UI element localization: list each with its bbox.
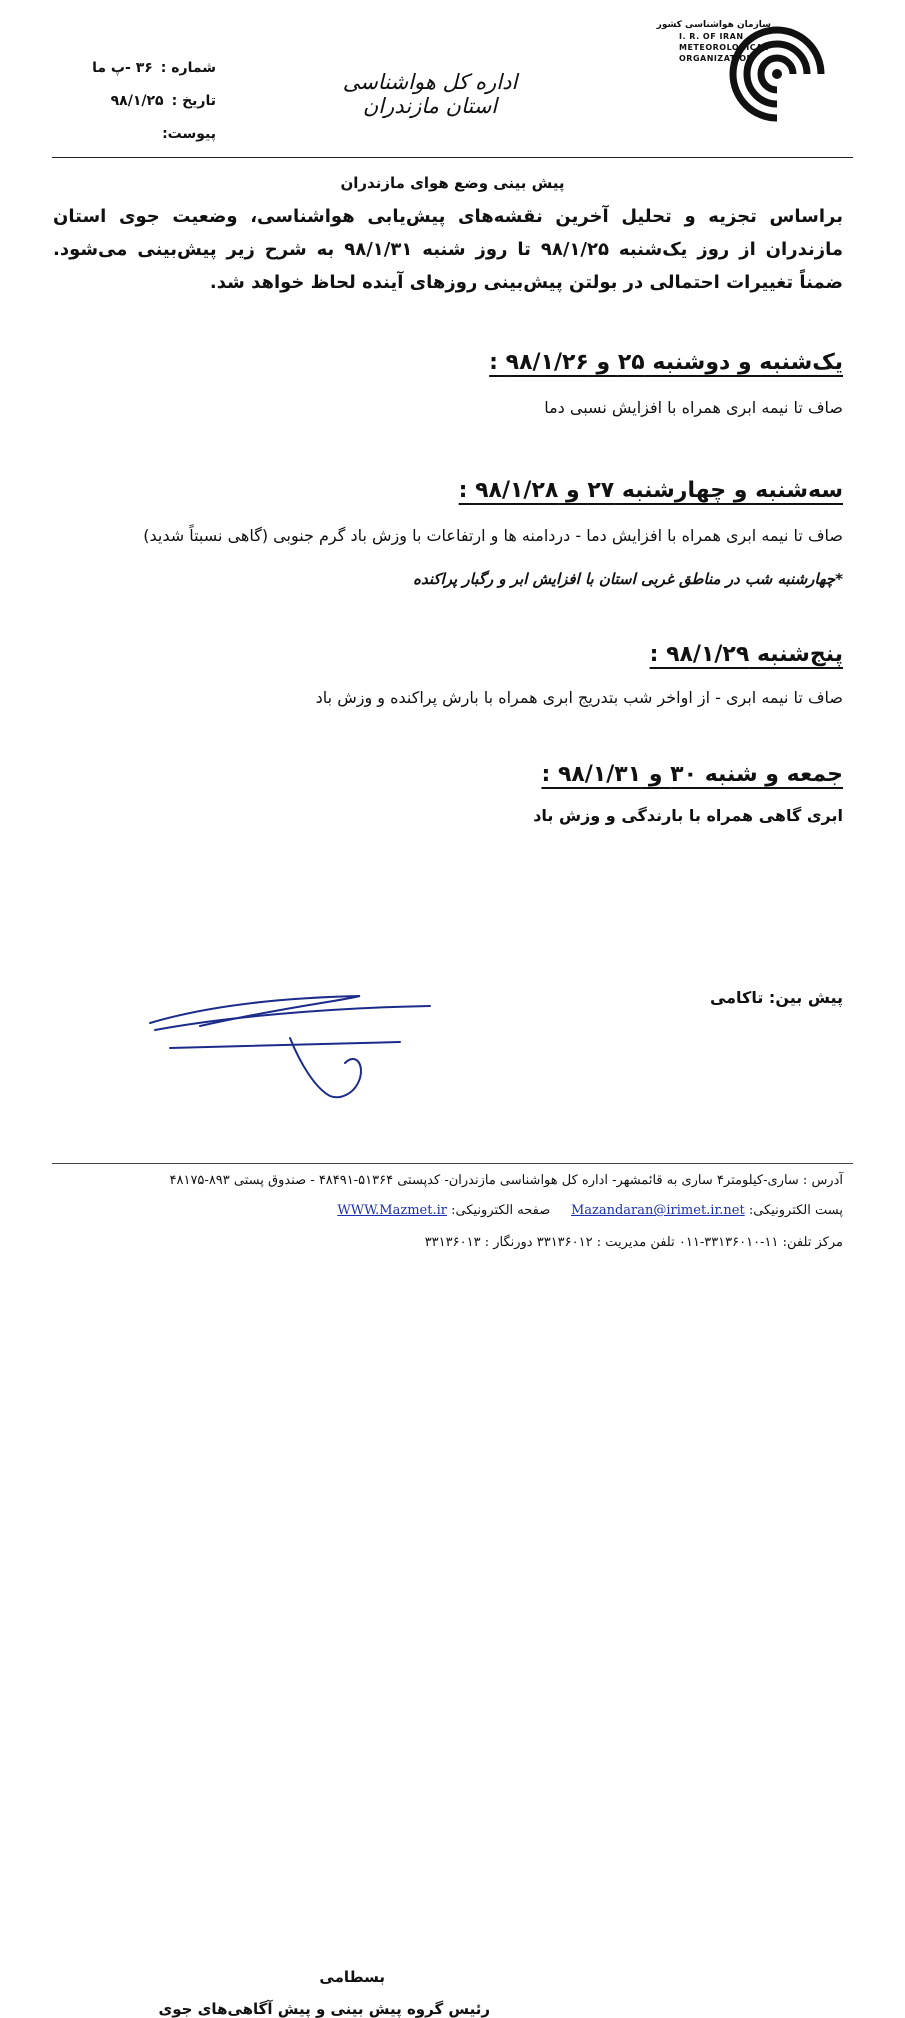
logo-latin-line-1: I. R. OF IRAN: [679, 32, 744, 41]
logo-latin-line-3: ORGANIZATION: [679, 54, 754, 63]
website-link[interactable]: WWW.Mazmet.ir: [337, 1203, 447, 1218]
forecaster-name: پیش بین: تاکامی: [709, 988, 843, 1007]
footer-divider: [52, 1163, 853, 1164]
section-3-text: صاف تا نیمه ابری - از اواخر شب بتدریج ابری همراه با بارش پراکنده و وزش باد: [315, 688, 843, 707]
footer-contacts: [337, 1203, 843, 1218]
section-4-heading: جمعه و شنبه ۳۰ و ۹۸/۱/۳۱ :: [541, 762, 843, 787]
logo-text: [656, 20, 771, 64]
attachment-row: [66, 118, 216, 151]
header-divider: [52, 157, 853, 158]
footer-phones: مرکز تلفن: ۱۱-۳۳۱۳۶۰۱۰-۰۱۱ تلفن مدیریت : ۳۳۱۳۶۰۱۲ دورنگار : ۳۳۱۳۶۰۱۳: [424, 1235, 843, 1250]
letter-metadata: [66, 52, 216, 151]
handwritten-signature: [140, 968, 510, 1118]
number-row: [66, 52, 216, 85]
section-1-heading: یک‌شنبه و دوشنبه ۲۵ و ۹۸/۱/۲۶ :: [489, 350, 843, 375]
section-2-note: *چهارشنبه شب در مناطق غربی استان با افزایش ابر و رگبار پراکنده: [413, 570, 843, 588]
document-title: پیش بینی وضع هوای مازندران: [340, 174, 565, 192]
number-value: ۳۶ -پ ما: [92, 60, 153, 76]
date-value: ۹۸/۱/۲۵: [110, 93, 164, 109]
date-row: [66, 85, 216, 118]
section-4-text: ابری گاهی همراه با بارندگی و وزش باد: [533, 806, 843, 825]
meteorological-organization-logo: [656, 18, 827, 130]
logo-latin-line-2: METEOROLOGICAL: [679, 43, 769, 52]
attachment-label: پیوست:: [162, 126, 216, 142]
signatory-title: رئیس گروه پیش بینی و پیش آگاهی‌های جوی: [158, 2000, 490, 2018]
number-label: شماره :: [160, 60, 216, 76]
footer-address: آدرس : ساری-کیلومتر۴ ساری به قائمشهر- اداره کل هواشناسی مازندران- کدپستی ۵۱۳۶۴-۴۸۴۹۱ - صندوق پستی ۸۹۳-۴۸۱۷۵: [169, 1173, 843, 1188]
date-label: تاریخ :: [171, 93, 216, 109]
website-label: صفحه الکترونیکی:: [451, 1203, 551, 1218]
intro-paragraph: براساس تجزیه و تحلیل آخرین نقشه‌های پیش‌یابی هواشناسی، وضعیت جوی استان مازندران از روز یک‌شنبه ۹۸/۱/۲۵ تا روز شنبه ۹۸/۱/۳۱ به شرح زیر پیش‌بینی می‌شود. ضمناً تغییرات احتمالی در بولتن پیش‌بینی روزهای آینده لحاظ خواهد شد.: [53, 206, 843, 293]
organization-name: اداره کل هواشناسی استان مازندران: [342, 70, 518, 118]
logo-persian-text: سازمان هواشناسی کشور: [656, 20, 771, 30]
section-2-text: صاف تا نیمه ابری همراه با افزایش دما - دردامنه ها و ارتفاعات با وزش باد گرم جنوبی (گاهی نسبتاً شدید): [143, 526, 843, 545]
email-label: پست الکترونیکی:: [748, 1203, 843, 1218]
signatory-name: بسطامی: [319, 1968, 385, 1986]
section-2-heading: سه‌شنبه و چهارشنبه ۲۷ و ۹۸/۱/۲۸ :: [458, 478, 843, 503]
section-3-heading: پنج‌شنبه ۹۸/۱/۲۹ :: [649, 642, 843, 667]
section-1-text: صاف تا نیمه ابری همراه با افزایش نسبی دما: [544, 398, 843, 417]
email-link[interactable]: Mazandaran@irimet.ir.net: [570, 1203, 745, 1218]
